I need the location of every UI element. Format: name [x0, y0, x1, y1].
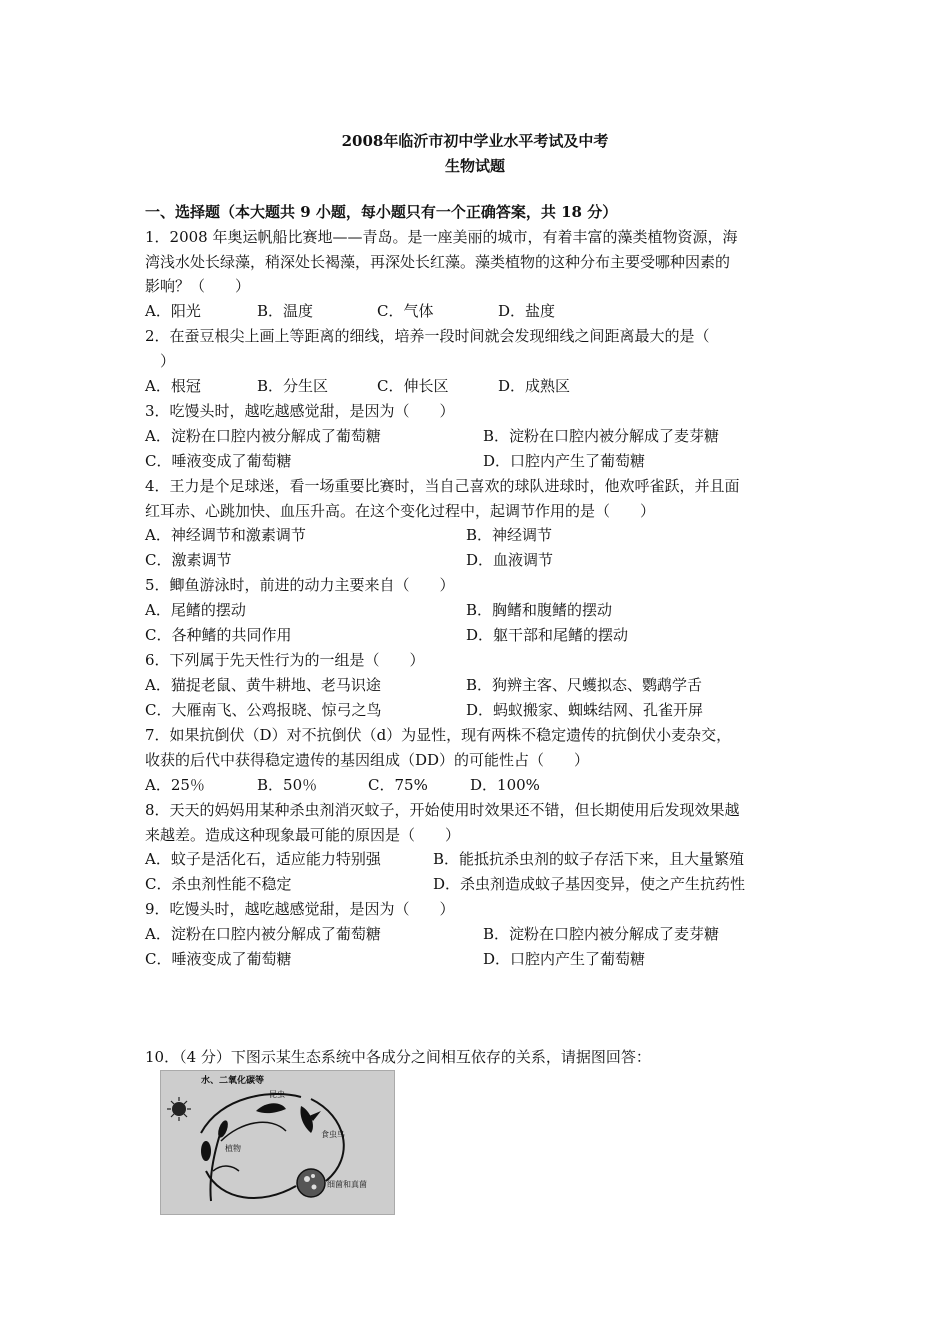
question-8-option-d: D．杀虫剂造成蚊子基因变异，使之产生抗药性: [433, 875, 746, 893]
question-3-line-1: 3．吃馒头时，越吃越感觉甜，是因为（ ）: [145, 402, 455, 420]
section-heading: 一、选择题（本大题共 9 小题，每小题只有一个正确答案，共 18 分）: [145, 203, 618, 221]
question-8-option-b: B．能抵抗杀虫剂的蚊子存活下来，且大量繁殖: [433, 850, 745, 868]
question-3-option-a: A．淀粉在口腔内被分解成了葡萄糖: [145, 427, 381, 445]
label-bird: 食虫鸟: [321, 1130, 345, 1139]
ecosystem-diagram: [161, 1071, 394, 1214]
question-9-option-d: D．口腔内产生了葡萄糖: [483, 950, 646, 968]
question-6-option-b: B．狗辨主客、尺蠖拟态、鹦鹉学舌: [466, 676, 703, 694]
question-2-option-d: D．成熟区: [498, 377, 571, 395]
question-2-option-b: B．分生区: [257, 377, 329, 395]
question-3-option-b: B．淀粉在口腔内被分解成了麦芽糖: [483, 427, 720, 445]
question-1-line-2: 湾浅水处长绿藻，稍深处长褐藻，再深处长红藻。藻类植物的这种分布主要受哪种因素的: [145, 253, 731, 271]
question-6-option-c: C．大雁南飞、公鸡报晓、惊弓之鸟: [145, 701, 382, 719]
question-9-line-1: 9．吃馒头时，越吃越感觉甜，是因为（ ）: [145, 900, 455, 918]
label-insect: 昆虫: [269, 1090, 285, 1099]
label-water-co2: 水、二氧化碳等: [201, 1076, 265, 1086]
question-10-text: 10．（4 分）下图示某生态系统中各成分之间相互依存的关系，请据图回答：: [145, 1048, 651, 1066]
question-9-option-c: C．唾液变成了葡萄糖: [145, 950, 292, 968]
page-title-line1: 2008年临沂市初中学业水平考试及中考: [341, 132, 609, 150]
question-1-line-1: 1．2008 年奥运帆船比赛地——青岛。是一座美丽的城市，有着丰富的藻类植物资源，海: [145, 228, 738, 246]
question-5-line-1: 5．鲫鱼游泳时，前进的动力主要来自（ ）: [145, 576, 455, 594]
question-4-line-2: 红耳赤、心跳加快、血压升高。在这个变化过程中，起调节作用的是（ ）: [145, 502, 656, 520]
label-plant: 植物: [225, 1144, 241, 1153]
question-6-option-a: A．猫捉老鼠、黄牛耕地、老马识途: [145, 676, 381, 694]
question-6-line-1: 6．下列属于先天性行为的一组是（ ）: [145, 651, 425, 669]
question-9-option-b: B．淀粉在口腔内被分解成了麦芽糖: [483, 925, 720, 943]
question-2-line-2: ）: [145, 352, 176, 370]
question-5-option-a: A．尾鳍的摆动: [145, 601, 246, 619]
question-1-option-c: C．气体: [377, 302, 434, 320]
question-7-option-b: B．50％: [257, 776, 318, 794]
question-1-line-3: 影响？（ ）: [145, 277, 251, 295]
question-4-line-1: 4．王力是个足球迷，看一场重要比赛时，当自己喜欢的球队进球时，他欢呼雀跃，并且面: [145, 477, 740, 495]
label-decomposer: 细菌和真菌: [327, 1180, 367, 1189]
question-3-option-c: C．唾液变成了葡萄糖: [145, 452, 292, 470]
question-7-option-d: D．100%: [470, 776, 540, 794]
question-3-option-d: D．口腔内产生了葡萄糖: [483, 452, 646, 470]
page-title-line2: 生物试题: [444, 157, 505, 175]
question-5-option-c: C．各种鳍的共同作用: [145, 626, 292, 644]
question-9-option-a: A．淀粉在口腔内被分解成了葡萄糖: [145, 925, 381, 943]
question-8-line-2: 来越差。造成这种现象最可能的原因是（ ）: [145, 826, 461, 844]
question-1-option-a: A．阳光: [145, 302, 201, 320]
question-1-option-d: D．盐度: [498, 302, 556, 320]
question-8-option-a: A．蚊子是活化石，适应能力特别强: [145, 850, 381, 868]
question-6-option-d: D．蚂蚁搬家、蜘蛛结网、孔雀开屏: [466, 701, 704, 719]
question-7-option-c: C．75%: [368, 776, 428, 794]
decomposer-icon: [297, 1169, 325, 1197]
question-8-line-1: 8．天天的妈妈用某种杀虫剂消灭蚊子，开始使用时效果还不错，但长期使用后发现效果越: [145, 801, 740, 819]
question-7-line-2: 收获的后代中获得稳定遗传的基因组成（DD）的可能性占（ ）: [145, 751, 590, 769]
question-7-option-a: A．25％: [145, 776, 205, 794]
question-7-line-1: 7．如果抗倒伏（D）对不抗倒伏（d）为显性，现有两株不稳定遗传的抗倒伏小麦杂交，: [145, 726, 732, 744]
question-4-option-a: A．神经调节和激素调节: [145, 526, 306, 544]
question-8-option-c: C．杀虫剂性能不稳定: [145, 875, 292, 893]
question-1-option-b: B．温度: [257, 302, 314, 320]
question-5-option-d: D．躯干部和尾鳍的摆动: [466, 626, 629, 644]
question-2-option-c: C．伸长区: [377, 377, 449, 395]
ecosystem-figure: [160, 1070, 395, 1215]
question-4-option-c: C．激素调节: [145, 551, 232, 569]
question-2-line-1: 2．在蚕豆根尖上画上等距离的细线，培养一段时间就会发现细线之间距离最大的是（: [145, 327, 710, 345]
question-5-option-b: B．胸鳍和腹鳍的摆动: [466, 601, 613, 619]
question-4-option-d: D．血液调节: [466, 551, 554, 569]
question-4-option-b: B．神经调节: [466, 526, 553, 544]
question-2-option-a: A．根冠: [145, 377, 201, 395]
